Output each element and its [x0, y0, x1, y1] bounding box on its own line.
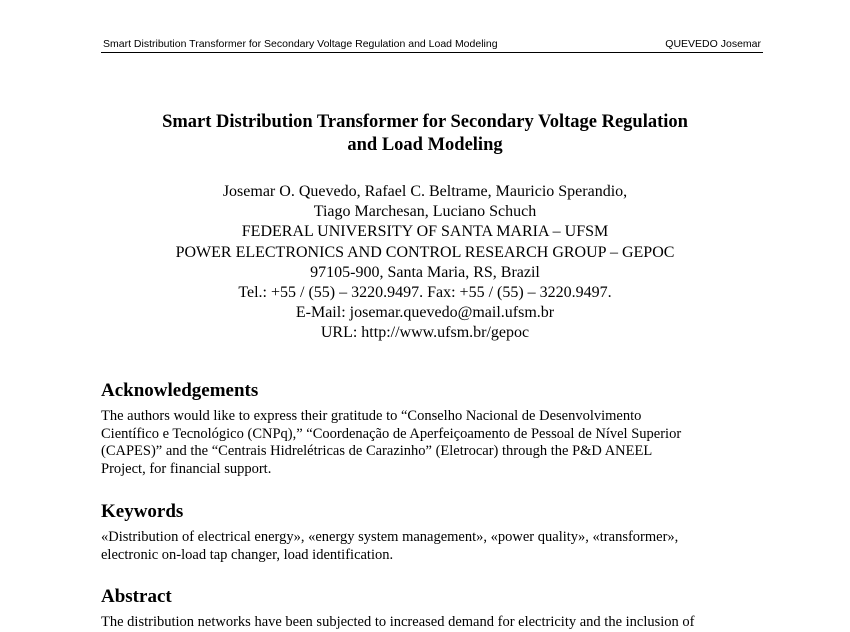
authors-line: Tiago Marchesan, Luciano Schuch — [313, 203, 537, 221]
paper-title-line: and Load Modeling — [347, 135, 503, 155]
running-header — [101, 38, 763, 53]
authors-line: Josemar O. Quevedo, Rafael C. Beltrame, Mauricio Sperandio, — [222, 183, 628, 200]
abstract-text — [101, 614, 741, 632]
text-line: «Distribution of electrical energy», «energy system management», «power quality», «transformer», — [101, 529, 679, 545]
running-title: Smart Distribution Transformer for Secondary Voltage Regulation and Load Modeling — [103, 38, 498, 50]
keywords-section — [101, 501, 741, 564]
email-line: E-Mail: josemar.quevedo@mail.ufsm.br — [295, 304, 555, 322]
text-line: The distribution networks have been subjected to increased demand for electricity and the inclusion of — [101, 614, 695, 630]
research-group-line: POWER ELECTRONICS AND CONTROL RESEARCH GROUP – GEPOC — [175, 243, 675, 261]
abstract-section — [101, 586, 741, 632]
url-line: URL: http://www.ufsm.br/gepoc — [320, 324, 530, 342]
text-line: Científico e Tecnológico (CNPq),” “Coordenação de Aperfeiçoamento de Pessoal de Nível Superior — [101, 425, 682, 442]
paper-title — [101, 111, 749, 157]
paper-title-line: Smart Distribution Transformer for Secondary Voltage Regulation — [162, 112, 688, 132]
keywords-text — [101, 529, 741, 564]
acknowledgements-text — [101, 408, 741, 478]
text-line: electronic on-load tap changer, load identification. — [101, 546, 394, 563]
text-line: Project, for financial support. — [101, 460, 272, 477]
acknowledgements-section — [101, 380, 741, 478]
keywords-heading: Keywords — [101, 501, 184, 522]
university-line: FEDERAL UNIVERSITY OF SANTA MARIA – UFSM — [241, 223, 609, 241]
postal-address-line: 97105-900, Santa Maria, RS, Brazil — [310, 263, 540, 281]
running-author: QUEVEDO Josemar — [665, 38, 761, 50]
phone-fax-line: Tel.: +55 / (55) – 3220.9497. Fax: +55 / (55) – 3220.9497. — [238, 284, 612, 302]
abstract-heading: Abstract — [101, 586, 172, 607]
acknowledgements-heading: Acknowledgements — [101, 380, 259, 401]
author-block — [101, 182, 749, 344]
text-line: The authors would like to express their gratitude to “Conselho Nacional de Desenvolvimento — [101, 408, 642, 424]
text-line: (CAPES)” and the “Centrais Hidrelétricas de Carazinho” (Eletrocar) through the P&D ANEEL — [101, 443, 653, 460]
